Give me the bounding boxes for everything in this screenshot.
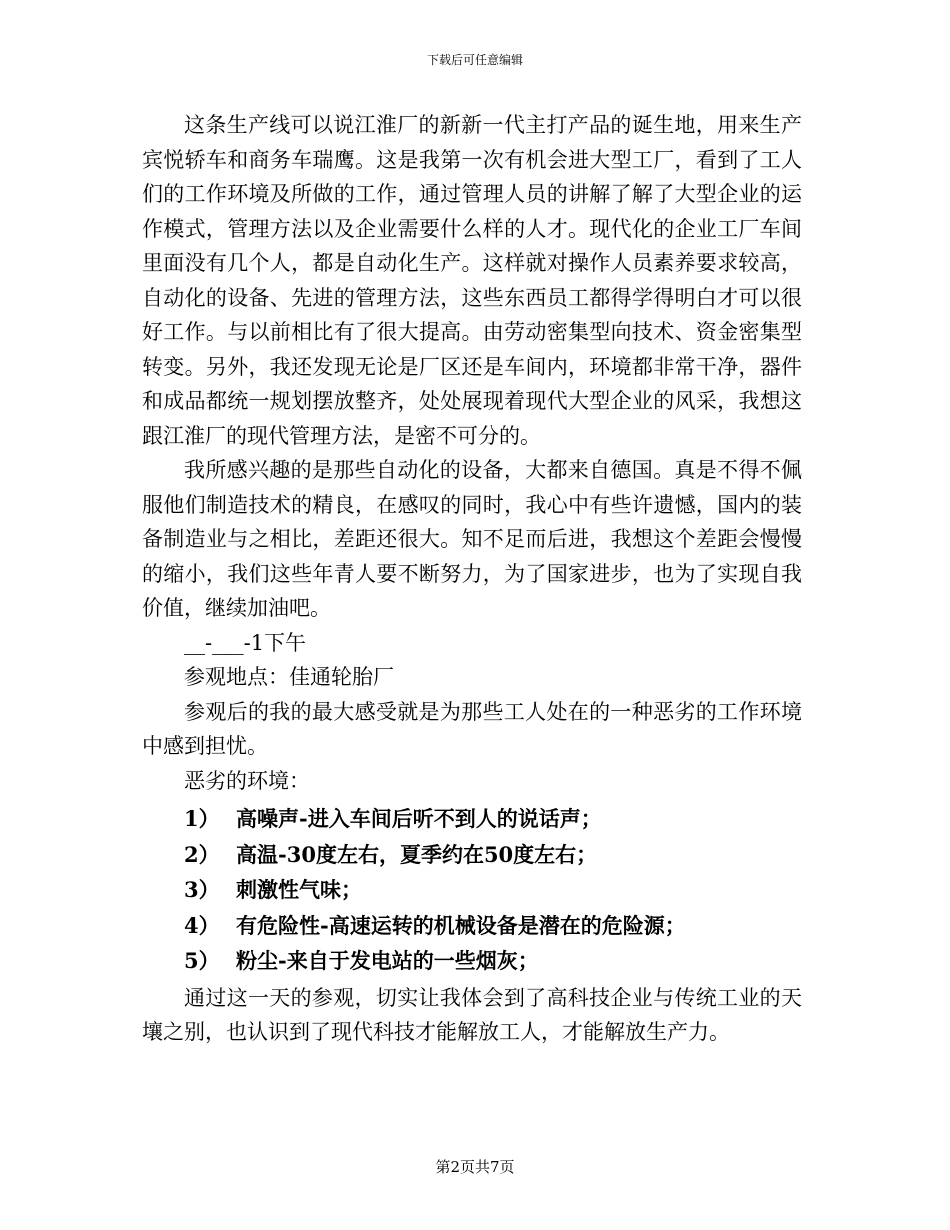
visit-date-line: __-___-1下午 bbox=[184, 630, 307, 655]
list-item-text: 有危险性-高速运转的机械设备是潜在的危险源； bbox=[236, 912, 686, 938]
list-item-text: 刺激性气味； bbox=[236, 877, 362, 902]
paragraph-conclusion: 通过这一天的参观，切实让我体会到了高科技企业与传统工业的天壤之别，也认识到了现代科技才能解放工人，才能解放生产力。 bbox=[142, 985, 802, 1044]
page-header: 下载后可任意编辑 bbox=[426, 53, 523, 67]
paragraph-production-line: 这条生产线可以说江淮厂的新新一代主打产品的诞生地，用来生产宾悦轿车和商务车瑞鹰。这是我第一次有机会进大型工厂，看到了工人们的工作环境及所做的工作，通过管理人员的讲解了解了大型企业的运作模式，管理方法以及企业需要什么样的人才。现代化的企业工厂车间里面没有几个人，都是自动化生产。这样就对操作人员素养要求较高，自动化的设备、先进的管理方法，这些东西员工都得学得明白才可以很好工作。与以前相比有了很大提高。由劳动密集型向技术、资金密集型转变。另外，我还发现无论是厂区还是车间内，环境都非常干净，器件和成品都统一规划摆放整齐，处处展现着现代大型企业的风采，我想这跟江淮厂的现代管理方法，是密不可分的。 bbox=[142, 113, 802, 448]
list-item-number: 3） bbox=[184, 877, 220, 902]
list-item bbox=[142, 837, 802, 873]
list-item-number: 1） bbox=[184, 806, 220, 831]
list-item-text: 高噪声-进入车间后听不到人的说话声； bbox=[236, 806, 602, 831]
environment-list bbox=[142, 801, 802, 979]
list-item bbox=[142, 908, 802, 944]
page-footer: 第2页共7页 bbox=[435, 1158, 515, 1176]
list-item-number: 5） bbox=[184, 948, 220, 973]
list-item bbox=[142, 943, 802, 979]
paragraph-automation-equipment: 我所感兴趣的是那些自动化的设备，大都来自德国。真是不得不佩服他们制造技术的精良，在感叹的同时，我心中有些许遗憾，国内的装备制造业与之相比，差距还很大。知不足而后进，我想这个差距会慢慢的缩小，我们这些年青人要不断努力，为了国家进步，也为了实现自我价值，继续加油吧。 bbox=[142, 458, 802, 620]
document-body bbox=[142, 108, 802, 1050]
list-item-text: 高温-30度左右，夏季约在50度左右； bbox=[236, 841, 598, 867]
list-item-number: 4） bbox=[184, 912, 220, 938]
list-item-text: 粉尘-来自于发电站的一些烟灰； bbox=[236, 948, 539, 973]
list-item-number: 2） bbox=[184, 841, 220, 867]
paragraph-feeling: 参观后的我的最大感受就是为那些工人处在的一种恶劣的工作环境中感到担忧。 bbox=[142, 699, 802, 758]
list-item bbox=[142, 872, 802, 908]
environment-heading: 恶劣的环境： bbox=[184, 768, 310, 793]
visit-location-line: 参观地点：佳通轮胎厂 bbox=[184, 665, 394, 689]
list-item bbox=[142, 801, 802, 837]
